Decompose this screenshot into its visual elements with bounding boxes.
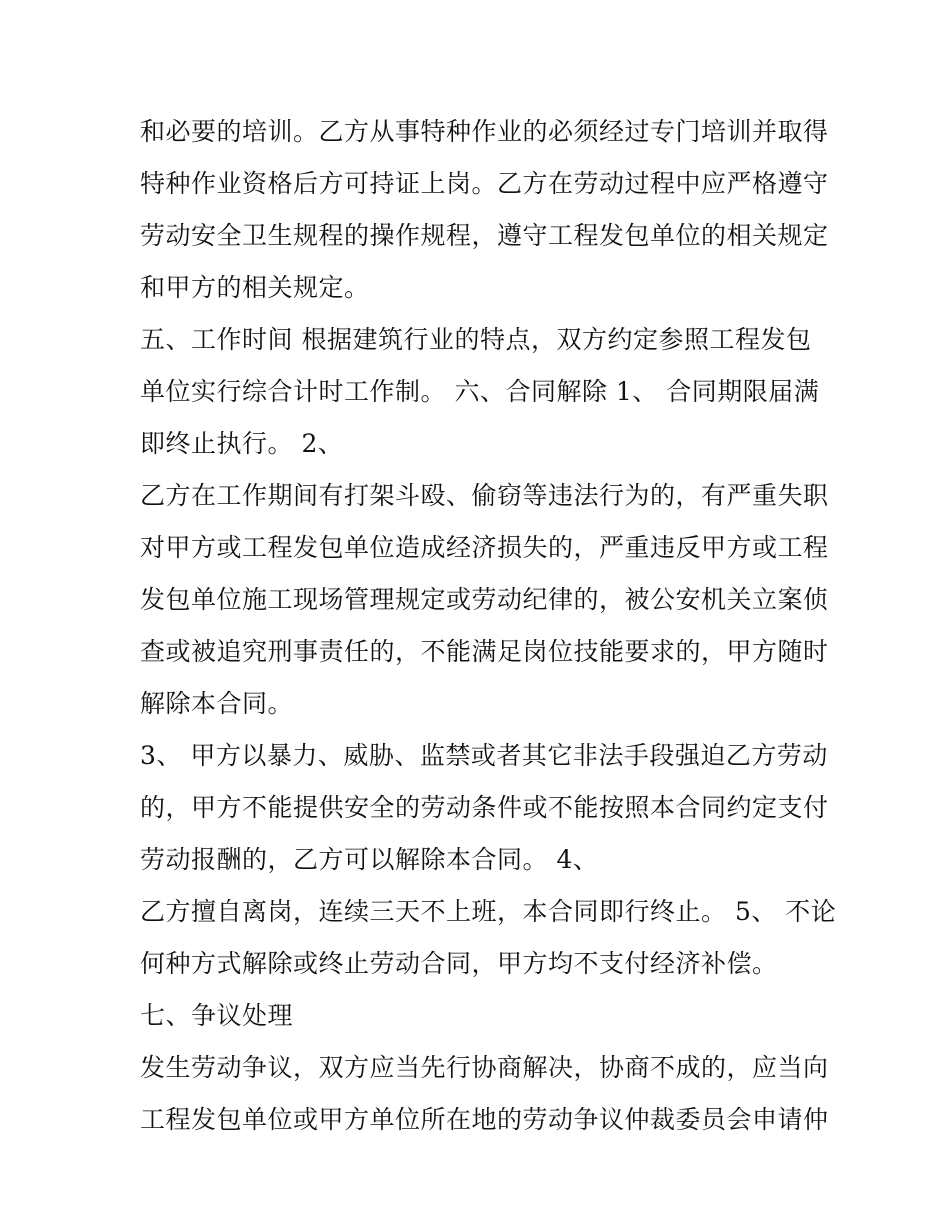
text-line: 和必要的培训。乙方从事特种作业的必须经过专门培训并取得: [140, 117, 829, 146]
text-line: 特种作业资格后方可持证上岗。乙方在劳动过程中应严格遵守: [140, 169, 829, 198]
text-line: 发生劳动争议，双方应当先行协商解决，协商不成的，应当向: [140, 1053, 829, 1082]
text-line: 对甲方或工程发包单位造成经济损失的，严重违反甲方或工程: [140, 533, 829, 562]
text-line: 即终止执行。 2、: [140, 429, 344, 458]
text-line: 3、 甲方以暴力、威胁、监禁或者其它非法手段强迫乙方劳动: [140, 741, 828, 770]
section-heading-work-time: 五、工作时间 根据建筑行业的特点，双方约定参照工程发包: [140, 325, 812, 354]
text-line: 乙方擅自离岗，连续三天不上班，本合同即行终止。 5、 不论: [140, 897, 837, 926]
text-line: 乙方在工作期间有打架斗殴、偷窃等违法行为的，有严重失职: [140, 481, 829, 510]
text-line: 查或被追究刑事责任的，不能满足岗位技能要求的，甲方随时: [140, 637, 829, 666]
text-line: 和甲方的相关规定。: [140, 273, 370, 302]
text-line: 单位实行综合计时工作制。 六、合同解除 1、 合同期限届满: [140, 377, 820, 406]
text-line: 解除本合同。: [140, 689, 294, 718]
text-line: 工程发包单位或甲方单位所在地的劳动争议仲裁委员会申请仲: [140, 1105, 829, 1134]
document-body: [140, 106, 837, 1146]
text-line: 劳动安全卫生规程的操作规程，遵守工程发包单位的相关规定: [140, 221, 829, 250]
text-line: 发包单位施工现场管理规定或劳动纪律的，被公安机关立案侦: [140, 585, 829, 614]
text-line: 何种方式解除或终止劳动合同，甲方均不支付经济补偿。: [140, 949, 778, 978]
text-line: 的，甲方不能提供安全的劳动条件或不能按照本合同约定支付: [140, 793, 829, 822]
section-heading-dispute: 七、争议处理: [140, 1001, 294, 1030]
text-line: 劳动报酬的，乙方可以解除本合同。 4、: [140, 845, 599, 874]
